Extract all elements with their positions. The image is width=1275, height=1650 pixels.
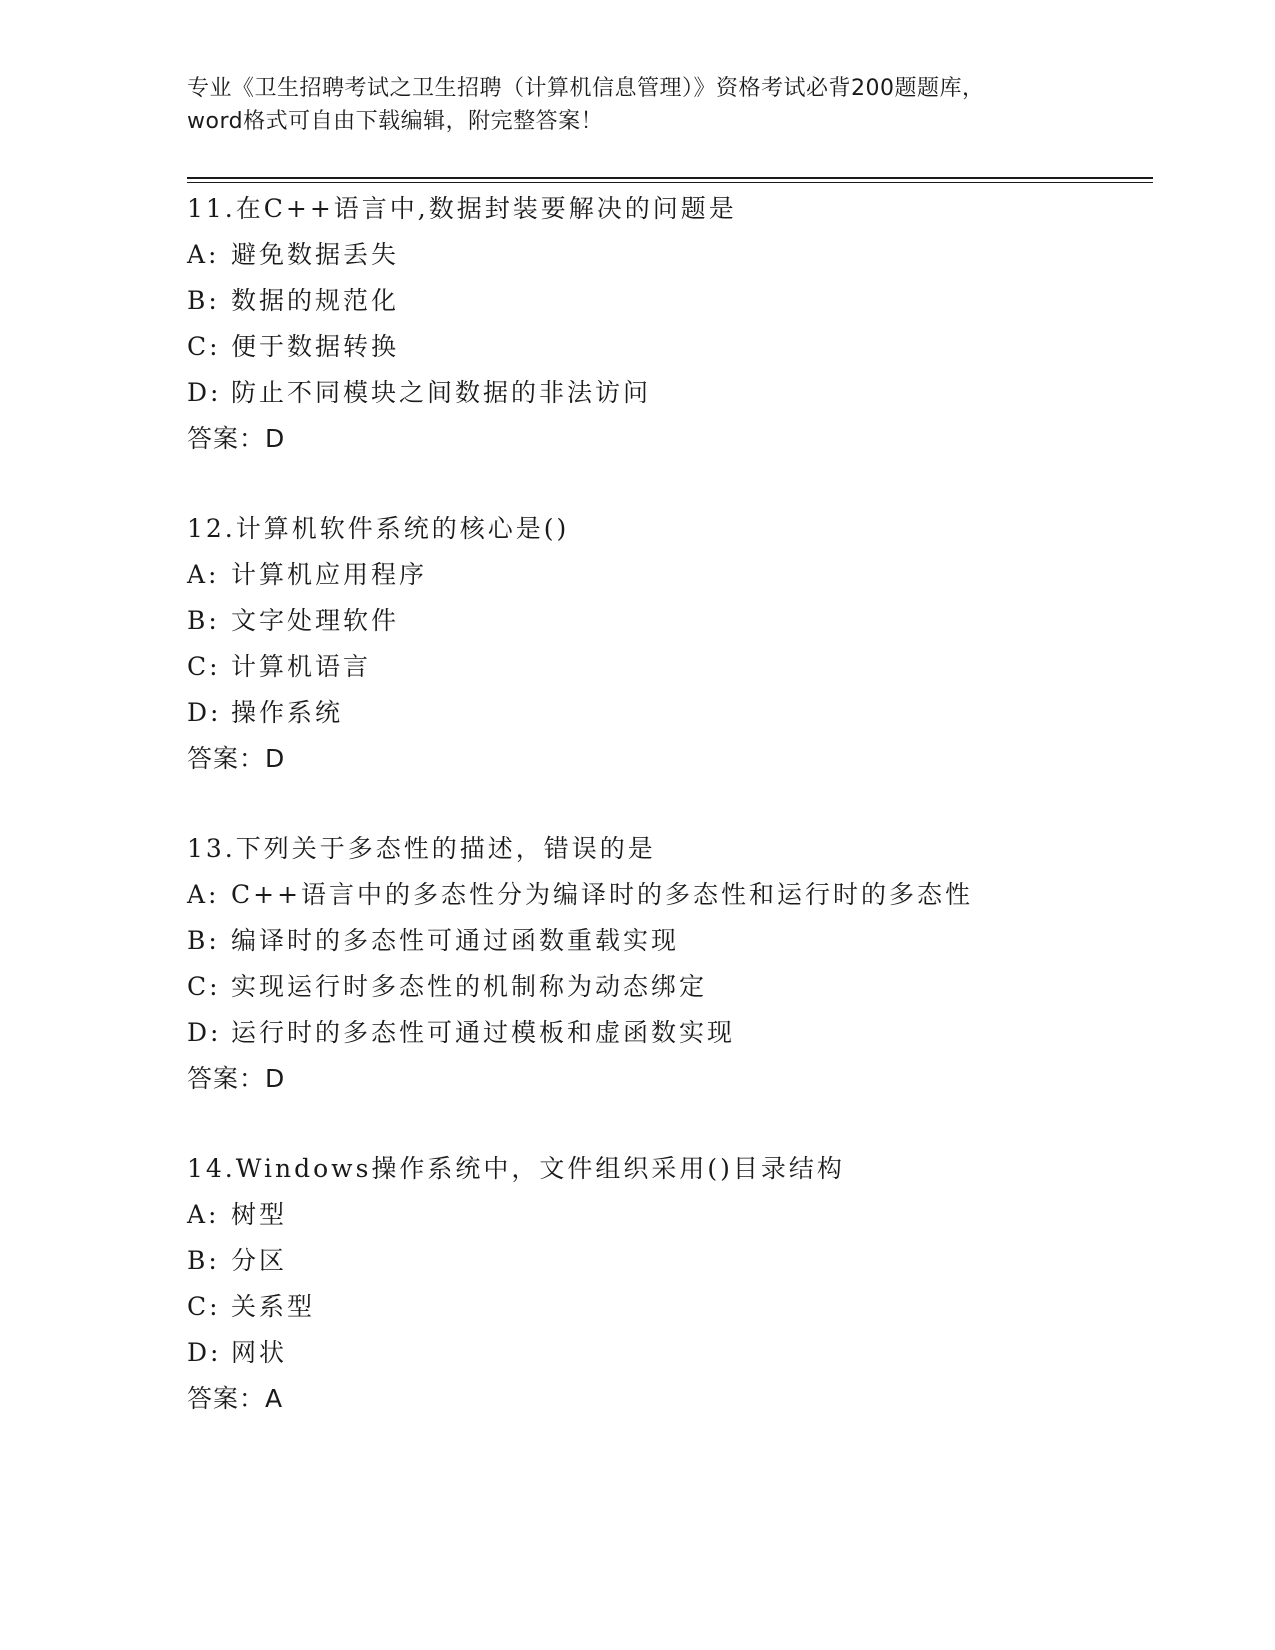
answer-line: 答案：D <box>187 1064 286 1093</box>
option-d <box>187 1330 1147 1376</box>
option-a <box>187 1192 1147 1238</box>
option-d <box>187 370 1147 416</box>
option-c <box>187 644 1147 690</box>
option-text: 关系型 <box>231 1292 316 1321</box>
option-text: 计算机应用程序 <box>231 560 428 589</box>
option-a <box>187 232 1147 278</box>
answer-line: 答案：D <box>187 424 286 453</box>
question-14 <box>187 1146 1147 1422</box>
header-divider-thin <box>187 182 1153 183</box>
header-line-2: word格式可自由下载编辑，附完整答案！ <box>187 109 604 134</box>
option-text: 编译时的多态性可通过函数重载实现 <box>231 926 680 955</box>
option-c <box>187 324 1147 370</box>
option-letter: D: <box>187 1338 222 1367</box>
document-header <box>187 72 1087 138</box>
option-letter: D: <box>187 1018 222 1047</box>
header-line-1: 专业《卫生招聘考试之卫生招聘（计算机信息管理）》资格考试必背200题题库， <box>187 76 985 101</box>
option-letter: A: <box>187 1200 220 1229</box>
option-text: 计算机语言 <box>231 652 372 681</box>
option-d <box>187 1010 1147 1056</box>
option-text: C++语言中的多态性分为编译时的多态性和运行时的多态性 <box>231 880 974 909</box>
option-c <box>187 1284 1147 1330</box>
answer-line: 答案：D <box>187 744 286 773</box>
option-letter: C: <box>187 972 221 1001</box>
question-13 <box>187 826 1147 1102</box>
option-b <box>187 918 1147 964</box>
option-letter: A: <box>187 880 220 909</box>
option-text: 网状 <box>231 1338 288 1367</box>
option-d <box>187 690 1147 736</box>
option-text: 防止不同模块之间数据的非法访问 <box>231 378 652 407</box>
option-letter: B: <box>187 606 220 635</box>
question-11 <box>187 186 1147 462</box>
option-a <box>187 552 1147 598</box>
option-text: 分区 <box>231 1246 288 1275</box>
option-text: 树型 <box>231 1200 288 1229</box>
question-stem: 13.下列关于多态性的描述，错误的是 <box>187 834 656 863</box>
option-letter: A: <box>187 240 220 269</box>
option-text: 运行时的多态性可通过模板和虚函数实现 <box>231 1018 736 1047</box>
option-letter: D: <box>187 378 222 407</box>
question-12 <box>187 506 1147 782</box>
question-stem: 12.计算机软件系统的核心是() <box>187 514 570 543</box>
option-letter: C: <box>187 652 221 681</box>
option-letter: D: <box>187 698 222 727</box>
option-text: 避免数据丢失 <box>231 240 400 269</box>
option-letter: A: <box>187 560 220 589</box>
option-text: 操作系统 <box>231 698 344 727</box>
option-text: 实现运行时多态性的机制称为动态绑定 <box>231 972 708 1001</box>
option-letter: B: <box>187 286 220 315</box>
answer-line: 答案：A <box>187 1384 284 1413</box>
question-stem: 11.在C++语言中,数据封装要解决的问题是 <box>187 194 737 223</box>
option-letter: B: <box>187 926 220 955</box>
option-text: 便于数据转换 <box>231 332 400 361</box>
option-letter: C: <box>187 1292 221 1321</box>
option-letter: C: <box>187 332 221 361</box>
header-divider-thick <box>187 177 1153 179</box>
option-letter: B: <box>187 1246 220 1275</box>
option-a <box>187 872 1147 918</box>
option-b <box>187 278 1147 324</box>
option-text: 数据的规范化 <box>231 286 400 315</box>
question-stem: 14.Windows操作系统中，文件组织采用()目录结构 <box>187 1154 845 1183</box>
option-b <box>187 598 1147 644</box>
option-text: 文字处理软件 <box>231 606 400 635</box>
option-b <box>187 1238 1147 1284</box>
option-c <box>187 964 1147 1010</box>
